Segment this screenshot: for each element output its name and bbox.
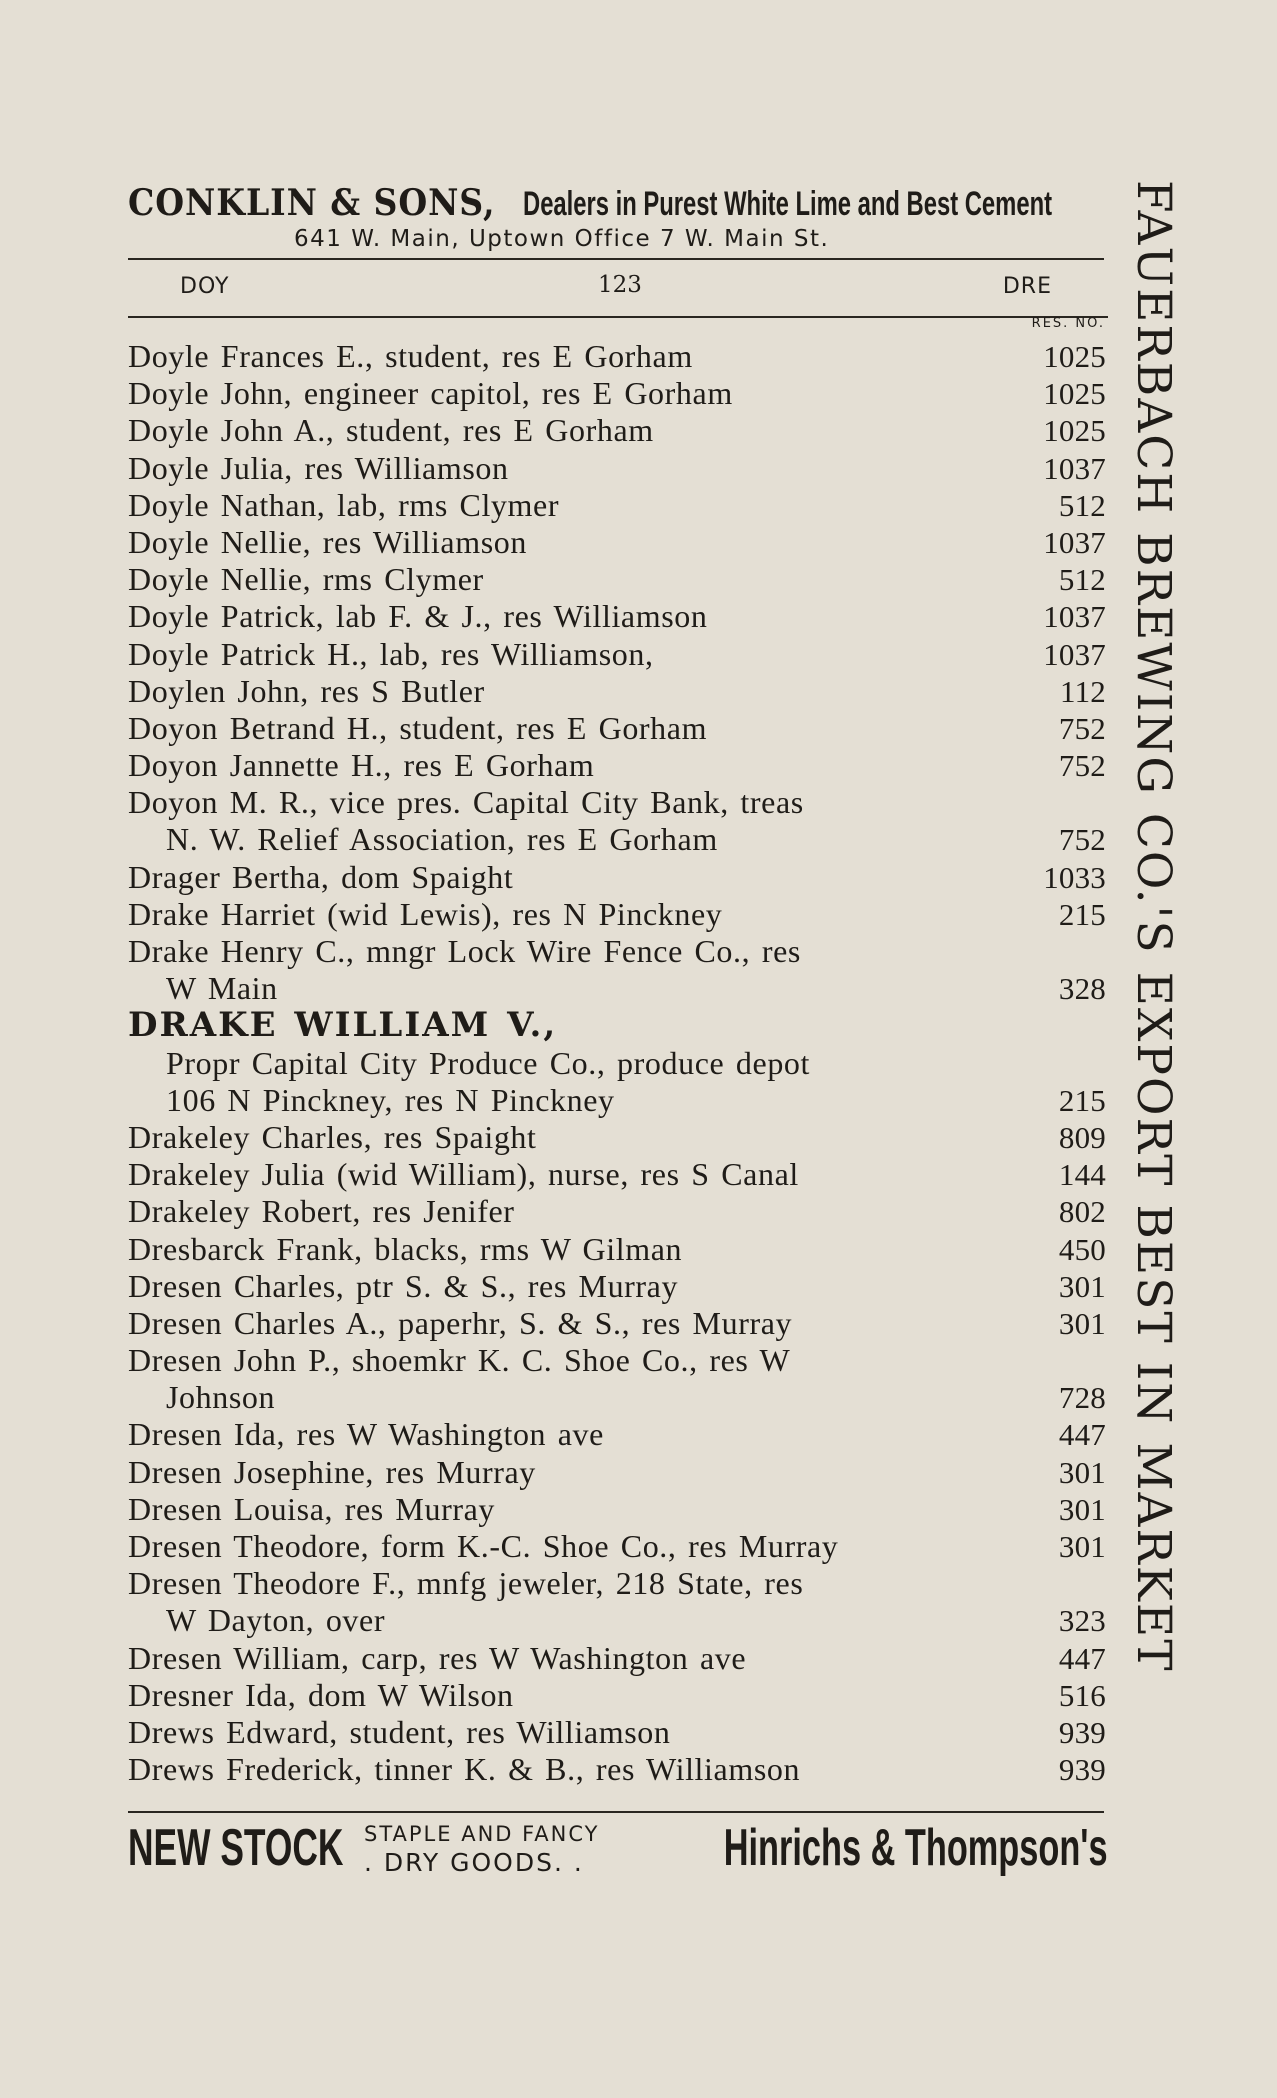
- entry-heading: [128, 1007, 1106, 1044]
- directory-entry: [128, 1342, 1106, 1379]
- header-rule-bottom: [128, 316, 1108, 318]
- header-guide-word-left: DOY: [180, 274, 230, 299]
- entry-text: Johnson: [166, 1379, 276, 1416]
- directory-entry: [128, 1082, 1106, 1119]
- directory-entry: [128, 747, 1106, 784]
- entry-text: Dresen Theodore, form K.-C. Shoe Co., res Murray: [128, 1528, 839, 1564]
- entry-text: Doyle John, engineer capitol, res E Gorham: [128, 375, 733, 412]
- entry-text: Dresbarck Frank, blacks, rms W Gilman: [128, 1230, 683, 1267]
- directory-entry: [128, 1677, 1106, 1714]
- residence-number: 447: [1058, 1417, 1106, 1453]
- directory-entry: [128, 1751, 1106, 1788]
- entry-text: Dresner Ida, dom W Wilson: [128, 1676, 514, 1713]
- page-number: 123: [598, 272, 642, 298]
- residence-number: 1033: [1043, 859, 1106, 895]
- directory-entry: [128, 636, 1106, 673]
- entry-text: 106 N Pinckney, res N Pinckney: [166, 1081, 615, 1118]
- entry-text: Drakeley Julia (wid William), nurse, res S Canal: [128, 1156, 799, 1193]
- entry-text: Doyle Patrick H., lab, res Williamson,: [128, 635, 654, 672]
- residence-number: 301: [1058, 1529, 1106, 1564]
- directory-entry: [128, 933, 1106, 970]
- header-guide-word-right: DRE: [1002, 274, 1052, 299]
- top-advertisement: [128, 182, 1100, 252]
- header-rule-top: [128, 258, 1104, 260]
- entry-text: Doyon Betrand H., student, res E Gorham: [128, 709, 708, 746]
- residence-number: 512: [1058, 487, 1106, 523]
- directory-entry: [128, 1379, 1106, 1416]
- directory-entry: [128, 1156, 1106, 1193]
- residence-number: 1025: [1043, 376, 1106, 412]
- directory-entry: [128, 598, 1106, 635]
- directory-entry: [128, 1305, 1106, 1342]
- residence-number: 144: [1058, 1157, 1106, 1193]
- entry-text: Dresen Josephine, res Murray: [128, 1453, 536, 1490]
- residence-number: 752: [1058, 748, 1106, 784]
- entry-text: Doyle Julia, res Williamson: [128, 449, 509, 486]
- entry-text: N. W. Relief Association, res E Gorham: [166, 821, 718, 858]
- merchant-name: Hinrichs & Thompson's: [724, 1819, 1108, 1877]
- entry-text: Doyle Nellie, rms Clymer: [128, 561, 484, 598]
- residence-number: 752: [1058, 822, 1106, 858]
- directory-entry: [128, 1602, 1106, 1639]
- firm-address: 641 W. Main, Uptown Office 7 W. Main St.: [294, 226, 830, 252]
- residence-number: 1037: [1043, 450, 1106, 486]
- residence-number: 1037: [1043, 636, 1106, 672]
- residence-number: 752: [1058, 710, 1106, 746]
- residence-number: 1037: [1043, 599, 1106, 635]
- entry-text: Drake Harriet (wid Lewis), res N Pinckney: [128, 895, 723, 932]
- entry-text: Dresen Louisa, res Murray: [128, 1490, 495, 1527]
- directory-entry: [128, 1268, 1106, 1305]
- entry-text: Dresen William, carp, res W Washington ave: [128, 1639, 747, 1676]
- entry-text: Doyle Frances E., student, res E Gorham: [128, 338, 693, 374]
- residence-number: 215: [1058, 1082, 1106, 1118]
- firm-name: CONKLIN & SONS,: [128, 182, 496, 224]
- directory-entry: [128, 673, 1106, 710]
- directory-entry: [128, 859, 1106, 896]
- entry-text: Propr Capital City Produce Co., produce depot: [166, 1044, 811, 1081]
- entry-text: Drews Frederick, tinner K. & B., res Williamson: [128, 1751, 801, 1788]
- entry-text: Drews Edward, student, res Williamson: [128, 1713, 671, 1750]
- entry-text: Doyle Patrick, lab F. & J., res Williamson: [128, 598, 708, 635]
- entry-text: Doyle John A., student, res E Gorham: [128, 412, 654, 449]
- residence-number: 323: [1058, 1603, 1106, 1639]
- entry-text: Drake Henry C., mngr Lock Wire Fence Co., res: [128, 933, 801, 969]
- directory-entry: [128, 1491, 1106, 1528]
- entry-text: Doylen John, res S Butler: [128, 672, 485, 709]
- residence-number: 301: [1058, 1268, 1106, 1304]
- dealer-description: Dealers in Purest White Lime and Best Cement: [523, 185, 1053, 223]
- entry-text: Doyon M. R., vice pres. Capital City Bank, treas: [128, 784, 804, 821]
- directory-entry: [128, 1640, 1106, 1677]
- residence-number: 728: [1058, 1380, 1106, 1416]
- directory-entry: [128, 338, 1106, 375]
- running-header: [128, 272, 1104, 306]
- entry-text: Dresen Theodore F., mnfg jeweler, 218 State, res: [128, 1565, 804, 1602]
- directory-entry: [128, 375, 1106, 412]
- footer-rule: [128, 1811, 1104, 1813]
- residence-number: 1037: [1043, 524, 1106, 560]
- entry-text: Dresen John P., shoemkr K. C. Shoe Co., res W: [128, 1342, 791, 1379]
- entry-text: W Main: [166, 970, 278, 1007]
- side-advertisement: FAUERBACH BREWING CO.'S EXPORT BEST IN MARKET: [1126, 180, 1181, 1673]
- entry-text: Dresen Ida, res W Washington ave: [128, 1416, 604, 1453]
- entry-text: Dresen Charles, ptr S. & S., res Murray: [128, 1267, 679, 1304]
- directory-entry: [128, 970, 1106, 1007]
- entry-text: Dresen Charles A., paperhr, S. & S., res Murray: [128, 1304, 793, 1341]
- residence-number: 939: [1058, 1752, 1106, 1788]
- directory-entry: [128, 1454, 1106, 1491]
- directory-entry: [128, 487, 1106, 524]
- directory-entry: [128, 710, 1106, 747]
- entry-text: DRAKE WILLIAM V.,: [128, 1005, 558, 1046]
- entry-text: Doyle Nathan, lab, rms Clymer: [128, 486, 560, 523]
- staple-fancy-text: STAPLE AND FANCY: [364, 1822, 600, 1846]
- directory-entry: [128, 784, 1106, 821]
- residence-number: 450: [1058, 1231, 1106, 1267]
- entry-text: Drakeley Robert, res Jenifer: [128, 1193, 515, 1230]
- residence-number: 301: [1058, 1491, 1106, 1527]
- bottom-advertisement: [128, 1818, 1108, 1878]
- res-no-label: RES. NO.: [1031, 316, 1105, 331]
- directory-entry: [128, 1193, 1106, 1230]
- residence-number: 328: [1058, 971, 1106, 1007]
- directory-entry: [128, 1714, 1106, 1751]
- residence-number: 809: [1058, 1119, 1106, 1155]
- directory-entry: [128, 821, 1106, 858]
- entry-text: Doyle Nellie, res Williamson: [128, 523, 527, 560]
- residence-number: 939: [1058, 1714, 1106, 1750]
- residence-number: 1025: [1043, 413, 1106, 449]
- directory-entry: [128, 1565, 1106, 1602]
- residence-number: 447: [1058, 1640, 1106, 1676]
- directory-entry: [128, 450, 1106, 487]
- residence-number: 112: [1060, 673, 1106, 709]
- directory-entry: [128, 1416, 1106, 1453]
- entry-text: Drakeley Charles, res Spaight: [128, 1118, 537, 1155]
- dry-goods-text: . DRY GOODS. .: [364, 1848, 584, 1877]
- residence-number: 301: [1058, 1454, 1106, 1490]
- directory-entry: [128, 1119, 1106, 1156]
- entry-text: Drager Bertha, dom Spaight: [128, 858, 514, 895]
- residence-number: 215: [1058, 896, 1106, 932]
- directory-entry: [128, 1528, 1106, 1565]
- residence-number: 1025: [1043, 339, 1106, 374]
- new-stock-text: NEW STOCK: [128, 1819, 344, 1877]
- residence-number: 802: [1058, 1194, 1106, 1230]
- residence-number: 512: [1058, 562, 1106, 598]
- directory-entry: [128, 1045, 1106, 1082]
- residence-number: 516: [1058, 1677, 1106, 1713]
- residence-number: 301: [1058, 1305, 1106, 1341]
- entry-text: Doyon Jannette H., res E Gorham: [128, 747, 595, 784]
- entry-text: W Dayton, over: [166, 1602, 386, 1639]
- directory-entry: [128, 524, 1106, 561]
- top-ad-headline: [128, 182, 1100, 228]
- directory-entries: [128, 338, 1106, 1788]
- directory-entry: [128, 1231, 1106, 1268]
- directory-entry: [128, 561, 1106, 598]
- directory-entry: [128, 412, 1106, 449]
- directory-entry: [128, 896, 1106, 933]
